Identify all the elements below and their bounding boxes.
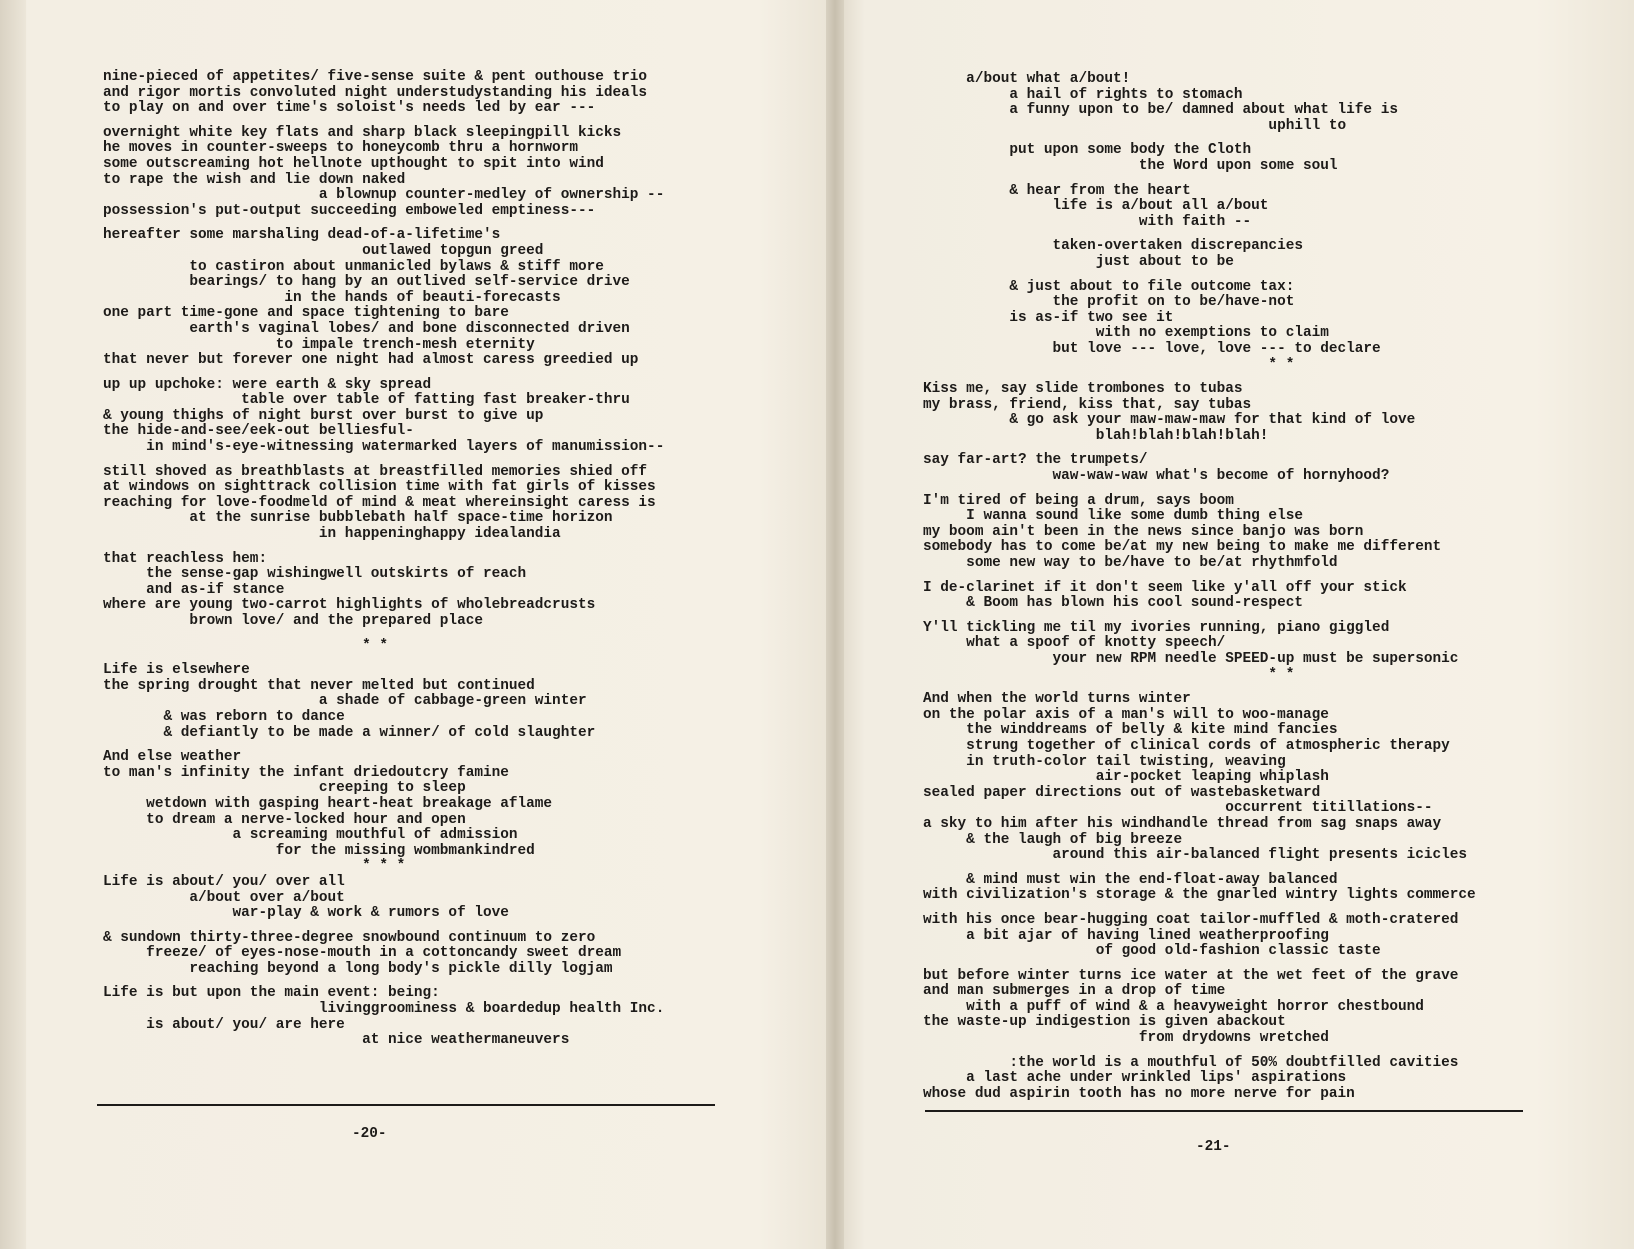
poem-line: with no exemptions to claim [923, 325, 1329, 342]
poem-line: the profit on to be/have-not [923, 294, 1295, 311]
poem-line: occurrent titillations-- [923, 800, 1433, 817]
right-page-poem [923, 72, 1476, 1102]
poem-line: hereafter some marshaling dead-of-a-lifetime's [103, 227, 501, 244]
poem-line: And when the world turns winter [923, 691, 1191, 708]
book-gutter [826, 0, 844, 1249]
poem-line: to man's infinity the infant driedoutcry famine [103, 764, 509, 781]
poem-line: say far-art? the trumpets/ [923, 452, 1148, 469]
poem-line: the winddreams of belly & kite mind fancies [923, 722, 1338, 739]
poem-line: that reachless hem: [103, 550, 268, 567]
poem-line: with civilization's storage & the gnarled wintry lights commerce [923, 887, 1476, 904]
poem-line: still shoved as breathblasts at breastfilled memories shied off [103, 463, 648, 480]
poem-line: in happeninghappy idealandia [103, 526, 561, 543]
poem-line: I wanna sound like some dumb thing else [923, 508, 1303, 525]
poem-line: strung together of clinical cords of atmospheric therapy [923, 737, 1450, 754]
poem-line: the waste-up indigestion is given abackout [923, 1014, 1286, 1031]
poem-line: one part time-gone and space tightening to bare [103, 305, 509, 322]
poem-line: nine-pieced of appetites/ five-sense suite & pent outhouse trio [103, 69, 648, 85]
poem-line: reaching beyond a long body's pickle dilly logjam [103, 960, 613, 977]
poem-line: life is a/bout all a/bout [923, 198, 1269, 215]
poem-line: some outscreaming hot hellnote upthought to spit into wind [103, 155, 604, 172]
poem-line: & defiantly to be made a winner/ of cold slaughter [103, 724, 596, 741]
poem-line: overnight white key flats and sharp black sleepingpill kicks [103, 124, 622, 141]
poem-line: to play on and over time's soloist's needs led by ear --- [103, 100, 596, 117]
poem-line: brown love/ and the prepared place [103, 613, 483, 629]
poem-line: * * * [103, 858, 406, 875]
poem-line: Kiss me, say slide trombones to tubas [923, 381, 1243, 398]
poem-line: taken-overtaken discrepancies [923, 238, 1303, 255]
poem-line: a sky to him after his windhandle thread from sag snaps away [923, 815, 1442, 832]
poem-line: a bit ajar of having lined weatherproofing [923, 927, 1329, 944]
poem-line: :the world is a mouthful of 50% doubtfilled cavities [923, 1054, 1459, 1071]
poem-line: your new RPM needle SPEED-up must be supersonic [923, 651, 1459, 667]
poem-line: I de-clarinet if it don't seem like y'all off your stick [923, 579, 1407, 596]
poem-line: a/bout over a/bout [103, 889, 345, 906]
poem-line: a funny upon to be/ damned about what life is [923, 102, 1398, 119]
poem-line: Y'll tickling me til my ivories running, piano giggled [923, 619, 1390, 636]
poem-line: I'm tired of being a drum, says boom [923, 492, 1234, 509]
poem-line: & the laugh of big breeze [923, 831, 1183, 848]
poem-line: put upon some body the Cloth [923, 142, 1252, 159]
poem-line: but before winter turns ice water at the wet feet of the grave [923, 967, 1459, 984]
poem-line: just about to be [923, 253, 1234, 270]
poem-line: a blownup counter-medley of ownership -- [103, 187, 665, 204]
poem-line: where are young two-carrot highlights of wholebreadcrusts [103, 597, 596, 614]
poem-line: with his once bear-hugging coat tailor-muffled & moth-cratered [923, 911, 1459, 928]
poem-line: on the polar axis of a man's will to woo-manage [923, 706, 1329, 723]
poem-line: from drydowns wretched [923, 1030, 1329, 1047]
poem-line: that never but forever one night had almost caress greedied up [103, 352, 639, 369]
poem-line: earth's vaginal lobes/ and bone disconnected driven [103, 320, 630, 337]
poem-line: Life is about/ you/ over all [103, 873, 345, 890]
left-page-edge [0, 0, 26, 1249]
poem-line: & young thighs of night burst over burst to give up [103, 407, 544, 424]
poem-line: in the hands of beauti-forecasts [103, 289, 561, 306]
poem-line: of good old-fashion classic taste [923, 943, 1381, 960]
poem-line: whose dud aspirin tooth has no more nerve for pain [923, 1085, 1355, 1102]
poem-line: is about/ you/ are here [103, 1016, 345, 1033]
poem-line: a shade of cabbage-green winter [103, 693, 587, 710]
poem-line: & was reborn to dance [103, 708, 345, 725]
right-page-number: -21- [1196, 1139, 1231, 1155]
poem-line: wetdown with gasping heart-heat breakage aflame [103, 795, 553, 812]
poem-line: he moves in counter-sweeps to honeycomb thru a hornworm [103, 140, 578, 157]
poem-line: livinggroominess & boardedup health Inc. [103, 1001, 665, 1018]
poem-line: in mind's-eye-witnessing watermarked layers of manumission-- [103, 439, 665, 456]
poem-line: to rape the wish and lie down naked [103, 171, 406, 188]
poem-line: the spring drought that never melted but continued [103, 677, 535, 694]
poem-line: a last ache under wrinkled lips' aspirations [923, 1070, 1347, 1087]
poem-line: the Word upon some soul [923, 157, 1338, 174]
poem-line: sealed paper directions out of wastebasketward [923, 784, 1321, 801]
poem-line: around this air-balanced flight presents icicles [923, 847, 1468, 864]
poem-line: with a puff of wind & a heavyweight horror chestbound [923, 998, 1424, 1015]
poem-line: with faith -- [923, 213, 1252, 230]
poem-line: & just about to file outcome tax: [923, 278, 1295, 295]
poem-line: & hear from the heart [923, 182, 1191, 199]
poem-line: to dream a nerve-locked hour and open [103, 811, 466, 828]
poem-line: & Boom has blown his cool sound-respect [923, 595, 1303, 612]
poem-line: waw-waw-waw what's become of hornyhood? [923, 468, 1390, 485]
poem-line: & go ask your maw-maw-maw for that kind of love [923, 412, 1416, 429]
left-page-poem [103, 70, 664, 1049]
poem-line: And else weather [103, 749, 242, 766]
poem-line: table over table of fatting fast breaker-thru [103, 392, 630, 409]
poem-line: somebody has to come be/at my new being to make me different [923, 539, 1442, 556]
poem-line: some new way to be/have to be/at rhythmfold [923, 555, 1338, 572]
poem-line: at the sunrise bubblebath half space-time horizon [103, 510, 613, 527]
poem-line: the sense-gap wishingwell outskirts of reach [103, 566, 527, 583]
poem-line: & mind must win the end-float-away balanced [923, 871, 1338, 888]
poem-line: my boom ain't been in the news since banjo was born [923, 523, 1364, 540]
left-page-footer-rule [97, 1104, 715, 1106]
poem-line: * * [103, 637, 388, 654]
poem-line: * * [923, 356, 1295, 373]
poem-line: at nice weathermaneuvers [103, 1032, 570, 1049]
poem-line: a/bout what a/bout! [923, 71, 1131, 87]
poem-line: to castiron about unmanicled bylaws & stiff more [103, 258, 604, 275]
poem-line: bearings/ to hang by an outlived self-service drive [103, 274, 630, 291]
poem-line: and man submerges in a drop of time [923, 983, 1226, 1000]
left-page-number: -20- [352, 1126, 387, 1142]
poem-line: but love --- love, love --- to declare [923, 340, 1381, 357]
poem-line: possession's put-output succeeding emboweled emptiness--- [103, 202, 596, 219]
poem-line: a hail of rights to stomach [923, 86, 1243, 103]
poem-line: up up upchoke: were earth & sky spread [103, 376, 432, 393]
poem-line: what a spoof of knotty speech/ [923, 635, 1226, 652]
right-page-footer-rule [925, 1110, 1523, 1112]
poem-line: for the missing wombmankindred [103, 842, 535, 859]
poem-line: * * [923, 666, 1295, 683]
poem-line: uphill to [923, 117, 1347, 134]
poem-line: war-play & work & rumors of love [103, 905, 509, 922]
poem-line: a screaming mouthful of admission [103, 827, 518, 844]
poem-line: outlawed topgun greed [103, 242, 544, 259]
poem-line: to impale trench-mesh eternity [103, 336, 535, 353]
poem-line: is as-if two see it [923, 309, 1174, 326]
poem-line: reaching for love-foodmeld of mind & meat whereinsight caress is [103, 494, 656, 511]
poem-line: Life is elsewhere [103, 662, 250, 679]
poem-line: my brass, friend, kiss that, say tubas [923, 396, 1252, 413]
poem-line: air-pocket leaping whiplash [923, 769, 1329, 786]
poem-line: in truth-color tail twisting, weaving [923, 753, 1286, 770]
poem-line: blah!blah!blah!blah! [923, 427, 1269, 444]
poem-line: Life is but upon the main event: being: [103, 985, 440, 1002]
poem-line: creeping to sleep [103, 780, 466, 797]
poem-line: & sundown thirty-three-degree snowbound continuum to zero [103, 929, 596, 946]
poem-line: and as-if stance [103, 581, 285, 598]
poem-line: and rigor mortis convoluted night understudystanding his ideals [103, 84, 648, 101]
poem-line: at windows on sighttrack collision time with fat girls of kisses [103, 479, 656, 496]
poem-line: the hide-and-see/eek-out belliesful- [103, 423, 414, 440]
poem-line: freeze/ of eyes-nose-mouth in a cottoncandy sweet dream [103, 945, 622, 962]
